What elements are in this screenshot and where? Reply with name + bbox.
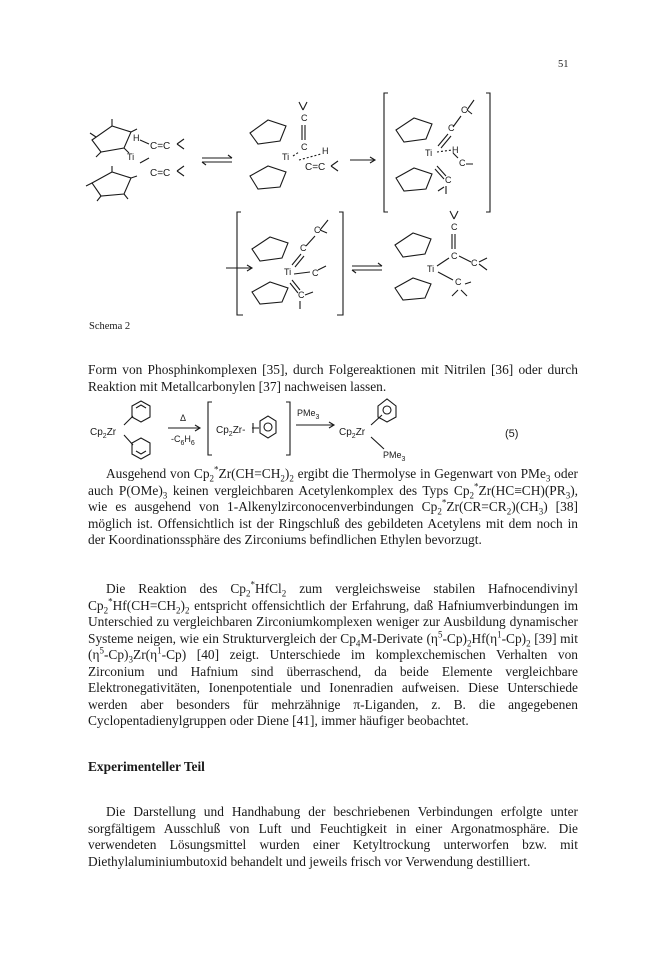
paragraph-experimental: Die Darstellung und Handhabung der beschriebenen Verbindungen erfolgte unter sorgfältigem Ausschluß von Luft und Feuchtigkeit in einer Argonatmosphäre. Die verwendeten Lösungsmittel wurden einer Ketyltrockung unterworfen bzw. mit Diethylaluminiumbutoxid behandelt und jeweils frisch vor Verwendung destilliert. bbox=[88, 804, 578, 869]
paragraph-hafnium: Die Reaktion des $Cp_2^*HfCl_2$ zum vergleichsweise stabilen Hafnocendivinyl $Cp_2^*Hf(CH=CH_2)_2$ entspricht offensichtlich der Erfahrung, daß Hafniumverbindungen im Unterschied zu vergleichbaren Zirconiumkomplexen weniger zur Ausbildung dynamischer Systeme neigen, wie ein Strukturvergleich der $Cp_4M$-Derivate $(\eta^5-Cp)_2Hf(\eta^1-Cp)_2$ [39] mit $(\eta^5-Cp)_3Zr(\eta^1-Cp)$ [40] zeigt. Unterschiede im komplexchemischen Verhalten von Zirconium und Hafnium sind überraschend, da beide Elemente vergleichbare Elektronegativitäten, Ionenpotentiale und Ionenradien aufweisen. Diese Unterschiede werden aber besonders für mehrzähnige π-Liganden, z. B. die angegebenen Cyclopentadienylgruppen oder Diene [41], immer häufiger beobachtet. bbox=[88, 579, 579, 728]
svg-text:Ti: Ti bbox=[284, 267, 292, 277]
svg-text:C: C bbox=[445, 175, 452, 185]
svg-text:C: C bbox=[301, 142, 308, 152]
svg-text:PMe3: PMe$_3$ bbox=[383, 450, 406, 463]
h-label: H bbox=[133, 133, 140, 143]
svg-text:C: C bbox=[461, 105, 468, 115]
svg-text:H: H bbox=[322, 146, 329, 156]
scheme-caption: Schema 2 bbox=[89, 321, 131, 332]
svg-text:C: C bbox=[448, 123, 455, 133]
svg-text:C: C bbox=[451, 222, 458, 232]
svg-text:Ti: Ti bbox=[427, 264, 435, 274]
svg-text:Ti: Ti bbox=[425, 148, 433, 158]
svg-text:C=C: C=C bbox=[150, 168, 171, 179]
svg-text:Δ: Δ bbox=[180, 413, 187, 423]
svg-text:C: C bbox=[471, 258, 478, 268]
section-heading: Experimenteller Teil bbox=[88, 759, 205, 774]
svg-text:C: C bbox=[298, 290, 305, 300]
svg-text:C: C bbox=[455, 277, 462, 287]
paragraph-thermolysis: Ausgehend von $Cp_2^*Zr(CH=CH_2)_2$ ergibt die Thermolyse in Gegenwart von PMe$_3$ oder auch $P(OMe)_3$ keinen vergleichbaren Acetylenkomplex des Typs $Cp_2^*Zr(HC\equiv CH)(PR_3)$, wie es ausgehend von 1-Alkenylzirconocenverbindungen $Cp_2^*Zr(CR=CR_2)(CH_3)$ [38] möglich ist. Offensichtlich ist der Ringschluß des gebildeten Acetylens mit dem noch in der Koordinationssphäre des Zirconiums befindlichen Ethylen bevorzugt. bbox=[88, 464, 578, 547]
ti-label: Ti bbox=[127, 152, 135, 162]
equation-number: (5) bbox=[505, 428, 519, 440]
svg-text:Cp2Zr: $Cp_2Zr$ bbox=[90, 427, 117, 440]
svg-text:C: C bbox=[312, 268, 319, 278]
paragraph-phosphine: Form von Phosphinkomplexen [35], durch Folgereaktionen mit Nitrilen [36] oder durch Reaktion mit Metallcarbonylen [37] nachweisen lassen. bbox=[88, 362, 578, 394]
svg-text:C: C bbox=[451, 251, 458, 261]
svg-text:C=C: C=C bbox=[305, 162, 326, 173]
page-number: 51 bbox=[558, 59, 569, 70]
svg-text:C: C bbox=[300, 243, 307, 253]
svg-text:PMe3: PMe$_3$ bbox=[297, 408, 320, 421]
svg-text:C: C bbox=[301, 113, 308, 123]
svg-text:Cp2Zr: $Cp_2Zr$ bbox=[339, 427, 366, 440]
svg-text:C=C: C=C bbox=[150, 141, 171, 152]
svg-text:C: C bbox=[459, 158, 466, 168]
equation-5-drawing bbox=[0, 395, 672, 465]
svg-text:H: H bbox=[452, 145, 459, 155]
svg-text:Cp2Zr-: $Cp_2Zr-$ bbox=[216, 425, 246, 438]
svg-text:Ti: Ti bbox=[282, 152, 290, 162]
svg-text:C: C bbox=[314, 225, 321, 235]
svg-text:-C6H6: $-C_6H_6$ bbox=[171, 434, 195, 447]
